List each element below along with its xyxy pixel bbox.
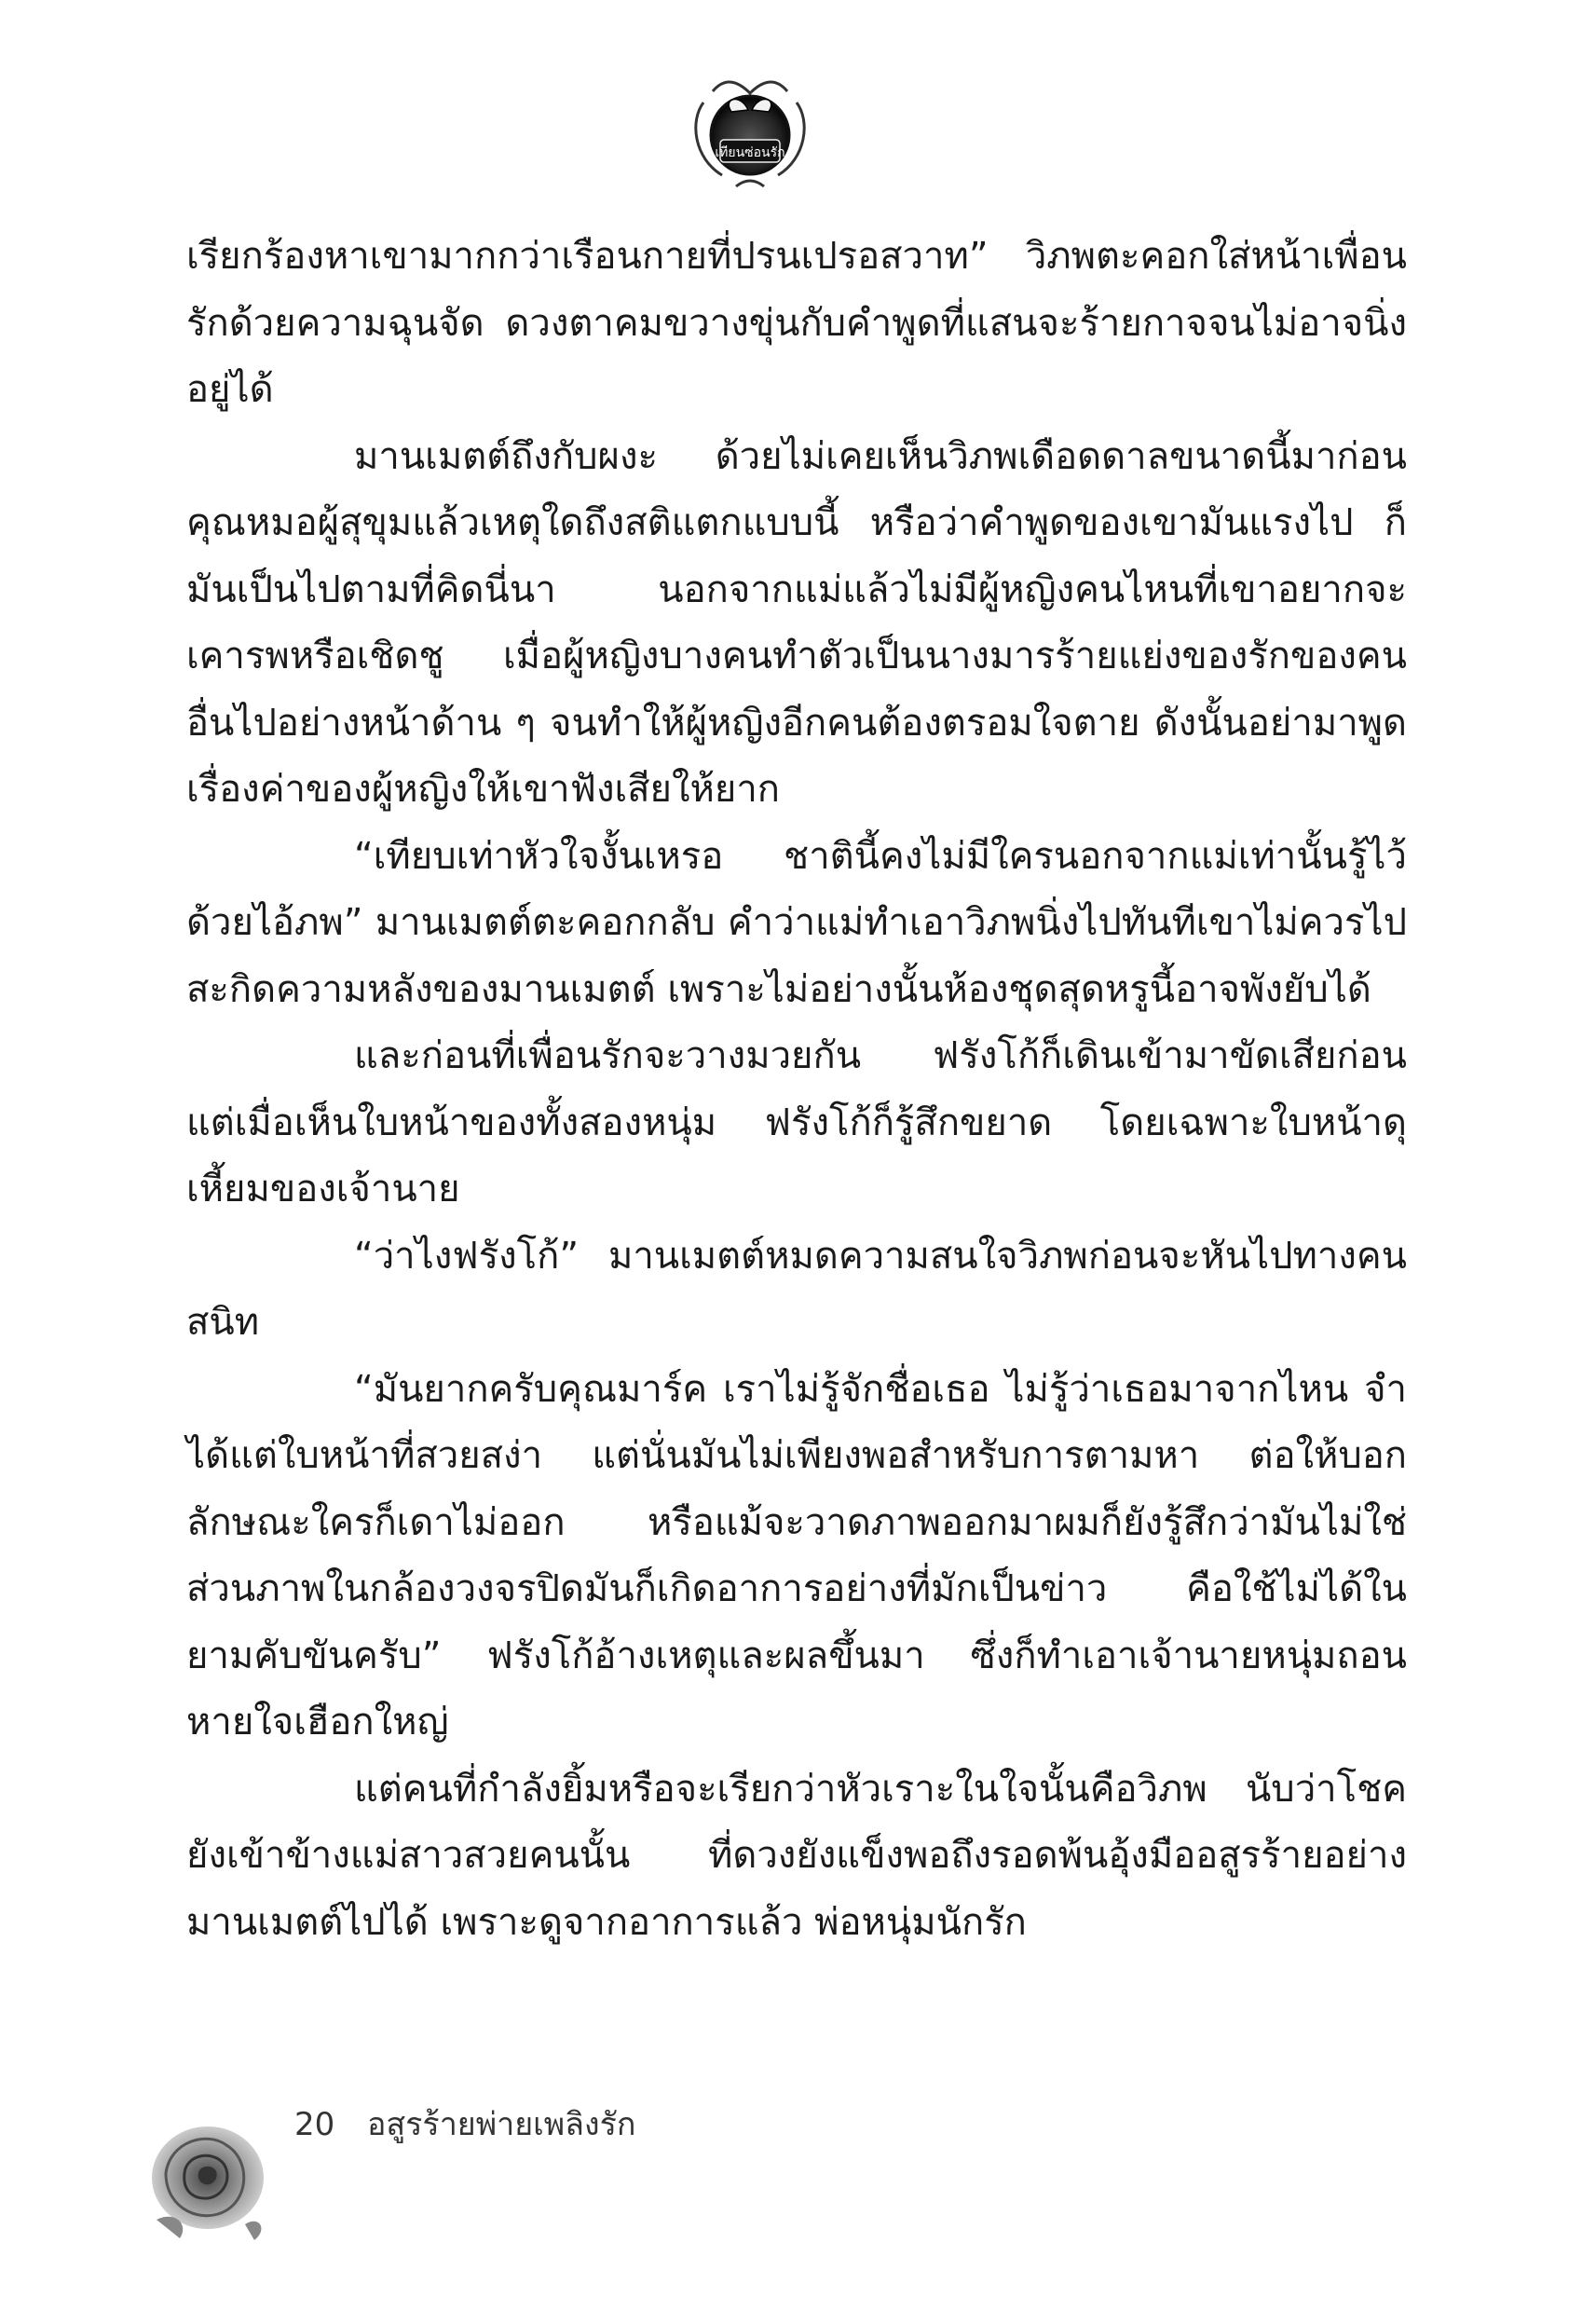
rose-icon [138,2108,278,2248]
paragraph: และก่อนที่เพื่อนรักจะวางมวยกัน ฟรังโก้ก็เดินเข้ามาขัดเสียก่อน แต่เมื่อเห็นใบหน้าของทั้งสองหนุ่ม ฟรังโก้ก็รู้สึกขยาด โดยเฉพาะใบหน้าดุเหี้ยมของเจ้านาย [186,1034,1407,1210]
paragraph: “เทียบเท่าหัวใจงั้นเหรอ ชาตินี้คงไม่มีใครนอกจากแม่เท่านั้นรู้ไว้ด้วยไอ้ภพ” มานเมตต์ตะคอกกลับ คำว่าแม่ทำเอาวิภพนิ่งไปทันทีเขาไม่ควรไปสะกิดความหลังของมานเมตต์ เพราะไม่อย่างนั้นห้องชุดสุดหรูนี้อาจพังยับได้ [186,834,1407,1011]
paragraph: แต่คนที่กำลังยิ้มหรือจะเรียกว่าหัวเราะในใจนั้นคือวิภพ นับว่าโชคยังเข้าข้างแม่สาวสวยคนนั้น ที่ดวงยังแข็งพอถึงรอดพ้นอุ้งมืออสูรร้ายอย่างมานเมตต์ไปได้ เพราะดูจากอาการแล้ว พ่อหนุ่มนักรัก [186,1767,1407,1944]
book-title: อสูรร้ายพ่ายเพลิงรัก [367,2106,636,2143]
paragraph: “มันยากครับคุณมาร์ค เราไม่รู้จักชื่อเธอ ไม่รู้ว่าเธอมาจากไหน จำได้แต่ใบหน้าที่สวยสง่า แต่นั่นมันไม่เพียงพอสำหรับการตามหา ต่อให้บอกลักษณะใครก็เดาไม่ออก หรือแม้จะวาดภาพออกมาผมก็ยังรู้สึกว่ามันไม่ใช่ ส่วนภาพในกล้องวงจรปิดมันก็เกิดอาการอย่างที่มักเป็นข่าว คือใช้ไม่ได้ในยามคับขันครับ” ฟรังโก้อ้างเหตุและผลขึ้นมา ซึ่งก็ทำเอาเจ้านายหนุ่มถอนหายใจเฮือกใหญ่ [186,1367,1407,1744]
paragraph: เรียกร้องหาเขามากกว่าเรือนกายที่ปรนเปรอสวาท” วิภพตะคอกใส่หน้าเพื่อนรักด้วยความฉุนจัด ดวงตาคมขวางขุ่นกับคำพูดที่แสนจะร้ายกาจจนไม่อาจนิ่งอยู่ได้ [186,235,1407,411]
page-number: 20 [294,2106,335,2143]
ornamental-logo-icon [685,65,815,196]
paragraph: “ว่าไงฟรังโก้” มานเมตต์หมดความสนใจวิภพก่อนจะหันไปทางคนสนิท [186,1234,1407,1344]
body-text [186,224,1407,1956]
paragraph: มานเมตต์ถึงกับผงะ ด้วยไม่เคยเห็นวิภพเดือดดาลขนาดนี้มาก่อน คุณหมอผู้สุขุมแล้วเหตุใดถึงสติแตกแบบนี้ หรือว่าคำพูดของเขามันแรงไป ก็มันเป็นไปตามที่คิดนี่นา นอกจากแม่แล้วไม่มีผู้หญิงคนไหนที่เขาอยากจะเคารพหรือเชิดชู เมื่อผู้หญิงบางคนทำตัวเป็นนางมารร้ายแย่งของรักของคนอื่นไปอย่างหน้าด้าน ๆ จนทำให้ผู้หญิงอีกคนต้องตรอมใจตาย ดังนั้นอย่ามาพูดเรื่องค่าของผู้หญิงให้เขาฟังเสียให้ยาก [186,434,1407,811]
logo-text: เทียนซ่อนรัก [715,145,785,160]
